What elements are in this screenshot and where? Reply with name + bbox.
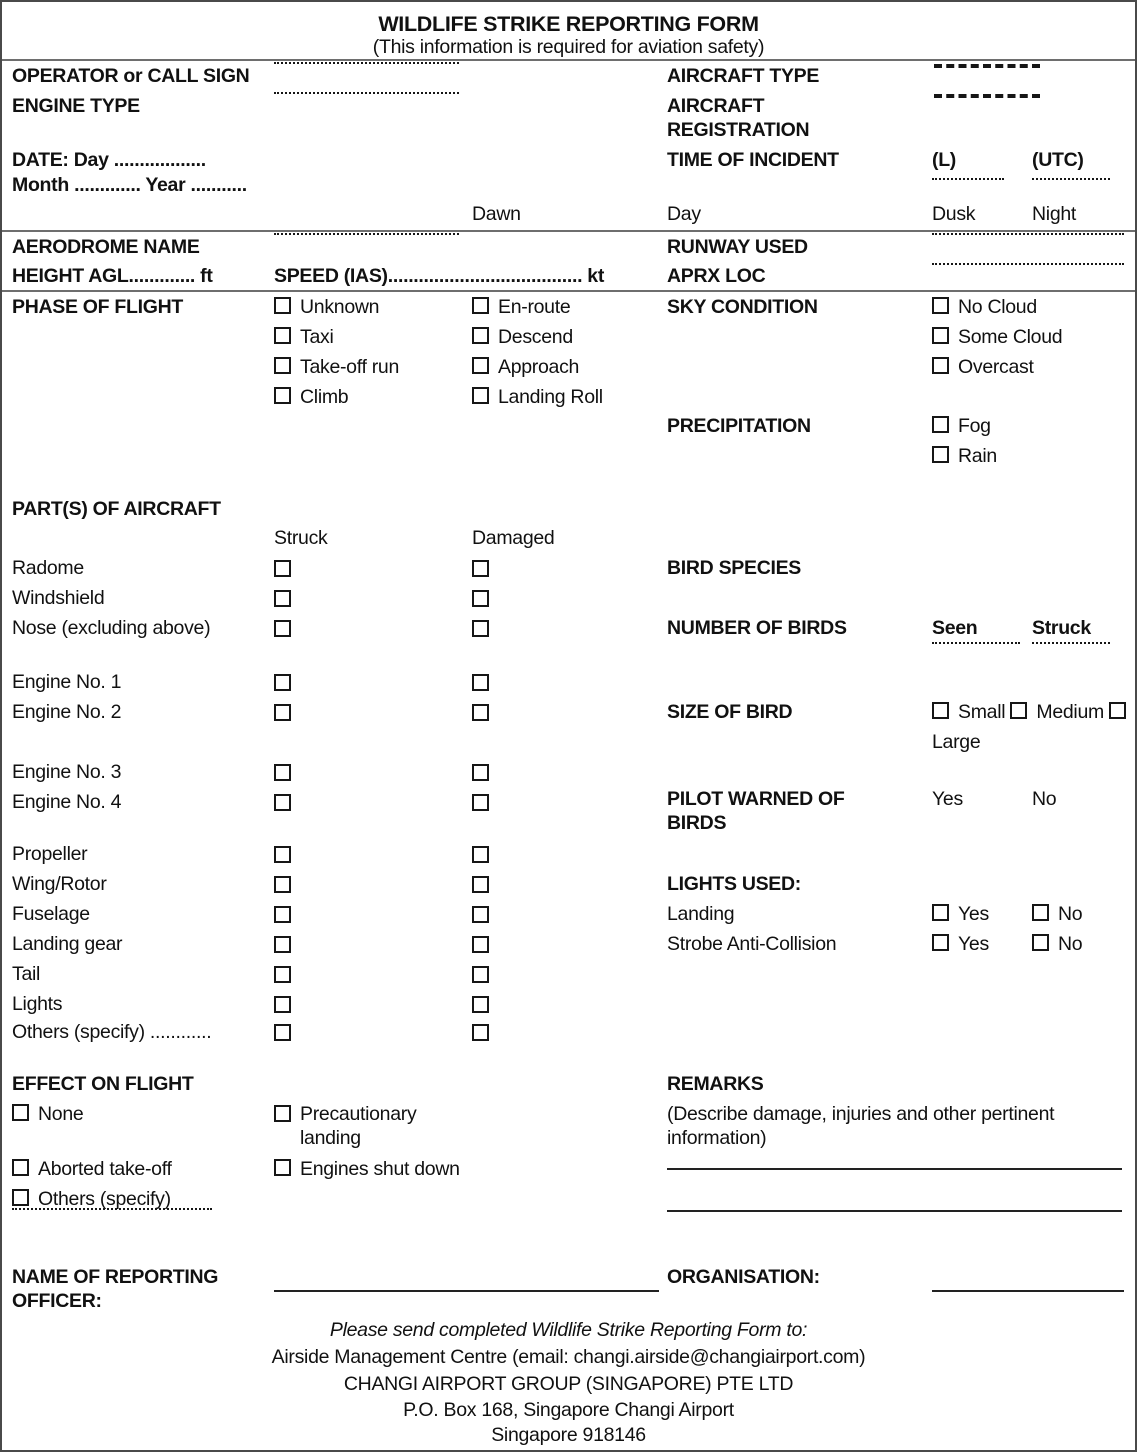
- time-option-day[interactable]: Day: [667, 203, 701, 225]
- option-label: Landing Roll: [498, 386, 603, 408]
- checkbox-landing-no[interactable]: [1032, 902, 1082, 926]
- size-large-label: Large: [932, 731, 981, 753]
- aircraft-type-label: AIRCRAFT TYPE: [667, 65, 820, 87]
- part-row-label-engine-3: Engine No. 3: [12, 761, 122, 783]
- part-row-label-nose: Nose (excluding above): [12, 617, 211, 639]
- checkbox-landing-gear-damaged[interactable]: [472, 936, 489, 953]
- operator-input-line[interactable]: [274, 62, 459, 64]
- divider: [2, 290, 1135, 292]
- checkbox-icon[interactable]: [932, 297, 949, 314]
- checkbox-icon[interactable]: [932, 416, 949, 433]
- checkbox-wing-rotor-struck[interactable]: [274, 876, 291, 893]
- checkbox-radome-struck[interactable]: [274, 560, 291, 577]
- checkbox-option-unknown[interactable]: [274, 295, 379, 319]
- checkbox-option-climb[interactable]: [274, 385, 348, 409]
- lights-used-label: LIGHTS USED:: [667, 873, 801, 895]
- option-label: Climb: [300, 386, 349, 408]
- aircraft-type-input-line[interactable]: [934, 64, 1040, 68]
- option-label: Descend: [498, 326, 573, 348]
- lights-landing-label: Landing: [667, 903, 735, 925]
- time-local-input-line[interactable]: [932, 178, 1004, 180]
- remarks-input-line[interactable]: [667, 1210, 1122, 1212]
- remarks-input-line[interactable]: [667, 1168, 1122, 1170]
- checkbox-lights-damaged[interactable]: [472, 996, 489, 1013]
- option-label: Engines shut down: [300, 1158, 460, 1180]
- form-subtitle: (This information is required for aviation safety): [372, 36, 765, 58]
- pilot-warned-label: PILOT WARNED OF BIRDS: [667, 788, 845, 835]
- option-label: En-route: [498, 296, 571, 318]
- option-label: Unknown: [300, 296, 380, 318]
- aircraft-registration-input-line[interactable]: [934, 94, 1040, 98]
- time-local-label: (L): [932, 149, 956, 171]
- option-label: Aborted take-off: [38, 1158, 172, 1180]
- checkbox-engine-3-damaged[interactable]: [472, 764, 489, 781]
- part-row-label-radome: Radome: [12, 557, 84, 579]
- date-day-label: DATE: Day ..................: [12, 149, 206, 171]
- checkbox-option-landing-roll[interactable]: [472, 385, 603, 409]
- sky-condition-label: SKY CONDITION: [667, 296, 818, 318]
- lights-strobe-label: Strobe Anti-Collision: [667, 933, 837, 955]
- option-label: Others (specify): [38, 1188, 171, 1210]
- option-label: Approach: [498, 356, 580, 378]
- checkbox-option-overcast[interactable]: [932, 355, 1034, 379]
- checkbox-option-fog[interactable]: [932, 414, 991, 438]
- parts-of-aircraft-label: PART(S) OF AIRCRAFT: [12, 498, 221, 520]
- checkbox-size-small[interactable]: [932, 701, 1005, 723]
- checkbox-option-take-off-run[interactable]: [274, 355, 399, 379]
- option-label: Rain: [958, 445, 997, 467]
- checkbox-landing-yes[interactable]: [932, 902, 989, 926]
- damaged-column-header: Damaged: [472, 527, 555, 549]
- checkbox-option-taxi[interactable]: [274, 325, 333, 349]
- option-label: Taxi: [300, 326, 334, 348]
- organisation-input-line[interactable]: [932, 1290, 1124, 1292]
- checkbox-icon[interactable]: [932, 327, 949, 344]
- remarks-label: REMARKS: [667, 1073, 764, 1095]
- checkbox-icon[interactable]: [274, 357, 291, 374]
- effect-on-flight-label: EFFECT ON FLIGHT: [12, 1073, 194, 1095]
- speed-ias-label: SPEED (IAS)...................................... kt: [274, 265, 605, 287]
- checkbox-option-en-route[interactable]: [472, 295, 570, 319]
- part-row-label-wing-rotor: Wing/Rotor: [12, 873, 107, 895]
- option-label: Small: [958, 701, 1006, 723]
- footer-company-name: CHANGI AIRPORT GROUP (SINGAPORE) PTE LTD: [343, 1373, 794, 1395]
- part-row-label-propeller: Propeller: [12, 843, 88, 865]
- time-utc-label: (UTC): [1032, 149, 1084, 171]
- checkbox-icon[interactable]: [12, 1159, 29, 1176]
- pilot-warned-yes[interactable]: Yes: [932, 788, 963, 810]
- aircraft-registration-label: AIRCRAFT REGISTRATION: [667, 95, 810, 142]
- option-label: No Cloud: [958, 296, 1037, 318]
- option-label: Some Cloud: [958, 326, 1063, 348]
- part-row-label-tail: Tail: [12, 963, 41, 985]
- checkbox-icon[interactable]: [274, 297, 291, 314]
- option-label: Fog: [958, 415, 991, 437]
- checkbox-icon[interactable]: [472, 357, 489, 374]
- checkbox-icon[interactable]: [274, 1105, 291, 1122]
- size-of-bird-label: SIZE OF BIRD: [667, 701, 793, 723]
- checkbox-size-medium[interactable]: [1010, 701, 1104, 723]
- checkbox-size-large[interactable]: [1109, 702, 1126, 719]
- checkbox-option-no-cloud[interactable]: [932, 295, 1037, 319]
- checkbox-icon[interactable]: [932, 357, 949, 374]
- option-label: Medium: [1036, 701, 1104, 723]
- footer-postal-code: Singapore 918146: [491, 1424, 646, 1446]
- checkbox-strobe-yes[interactable]: [932, 932, 989, 956]
- checkbox-icon[interactable]: [932, 446, 949, 463]
- checkbox-wing-rotor-damaged[interactable]: [472, 876, 489, 893]
- checkbox-icon[interactable]: [472, 387, 489, 404]
- birds-seen-header: Seen: [932, 617, 978, 639]
- checkbox-others-damaged[interactable]: [472, 1024, 489, 1041]
- time-option-dawn[interactable]: Dawn: [472, 203, 521, 225]
- aprx-loc-input-line[interactable]: [932, 263, 1124, 265]
- option-label: No: [1058, 933, 1083, 955]
- struck-column-header: Struck: [274, 527, 328, 549]
- checkbox-icon[interactable]: [12, 1189, 29, 1206]
- checkbox-propeller-damaged[interactable]: [472, 846, 489, 863]
- checkbox-landing-gear-struck[interactable]: [274, 936, 291, 953]
- part-row-label-lights: Lights: [12, 993, 63, 1015]
- checkbox-icon[interactable]: [472, 297, 489, 314]
- checkbox-others-struck[interactable]: [274, 1024, 291, 1041]
- footer-send-instruction: Please send completed Wildlife Strike Reporting Form to:: [329, 1319, 808, 1341]
- checkbox-icon[interactable]: [12, 1104, 29, 1121]
- checkbox-icon[interactable]: [274, 327, 291, 344]
- remarks-hint: (Describe damage, injuries and other pertinent information): [667, 1103, 1055, 1150]
- height-agl-label: HEIGHT AGL............. ft: [12, 265, 213, 287]
- option-label: Take-off run: [300, 356, 400, 378]
- checkbox-icon[interactable]: [932, 702, 949, 719]
- footer-airside-management: Airside Management Centre (email: changi.airside@changiairport.com): [271, 1346, 866, 1368]
- checkbox-tail-damaged[interactable]: [472, 966, 489, 983]
- checkbox-engine-2-damaged[interactable]: [472, 704, 489, 721]
- checkbox-option-descend[interactable]: [472, 325, 573, 349]
- part-row-label-engine-2: Engine No. 2: [12, 701, 122, 723]
- checkbox-engine-1-damaged[interactable]: [472, 674, 489, 691]
- form-title: WILDLIFE STRIKE REPORTING FORM: [378, 12, 759, 36]
- aerodrome-input-line[interactable]: [274, 233, 459, 235]
- pilot-warned-no[interactable]: No: [1032, 788, 1057, 810]
- time-of-incident-label: TIME OF INCIDENT: [667, 149, 839, 171]
- checkbox-engine-4-struck[interactable]: [274, 794, 291, 811]
- checkbox-effect-engines-shut-down[interactable]: [274, 1157, 460, 1181]
- birds-struck-header: Struck: [1032, 617, 1091, 639]
- birds-struck-input-line[interactable]: [1032, 642, 1110, 644]
- footer-po-box: P.O. Box 168, Singapore Changi Airport: [403, 1399, 734, 1421]
- checkbox-option-approach[interactable]: [472, 355, 579, 379]
- part-row-label-landing-gear: Landing gear: [12, 933, 123, 955]
- checkbox-icon[interactable]: [1032, 904, 1049, 921]
- checkbox-icon[interactable]: [932, 904, 949, 921]
- divider: [2, 230, 1135, 232]
- checkbox-windshield-struck[interactable]: [274, 590, 291, 607]
- checkbox-icon[interactable]: [932, 934, 949, 951]
- checkbox-nose-damaged[interactable]: [472, 620, 489, 637]
- birds-seen-input-line[interactable]: [932, 642, 1020, 644]
- part-row-label-fuselage: Fuselage: [12, 903, 90, 925]
- part-row-label-engine-1: Engine No. 1: [12, 671, 122, 693]
- time-option-dusk[interactable]: Dusk: [932, 203, 976, 225]
- aprx-loc-label: APRX LOC: [667, 265, 766, 287]
- checkbox-engine-4-damaged[interactable]: [472, 794, 489, 811]
- checkbox-propeller-struck[interactable]: [274, 846, 291, 863]
- checkbox-fuselage-damaged[interactable]: [472, 906, 489, 923]
- checkbox-option-some-cloud[interactable]: [932, 325, 1062, 349]
- aerodrome-label: AERODROME NAME: [12, 236, 200, 258]
- precipitation-label: PRECIPITATION: [667, 415, 811, 437]
- checkbox-effect-none[interactable]: [12, 1102, 83, 1126]
- checkbox-windshield-damaged[interactable]: [472, 590, 489, 607]
- checkbox-tail-struck[interactable]: [274, 966, 291, 983]
- checkbox-icon[interactable]: [1032, 934, 1049, 951]
- engine-type-input-line[interactable]: [274, 92, 459, 94]
- checkbox-icon[interactable]: [274, 1159, 291, 1176]
- operator-label: OPERATOR or CALL SIGN: [12, 65, 250, 87]
- size-of-bird-options: [932, 700, 1126, 724]
- checkbox-effect-aborted-take-off[interactable]: [12, 1157, 172, 1181]
- checkbox-engine-3-struck[interactable]: [274, 764, 291, 781]
- checkbox-fuselage-struck[interactable]: [274, 906, 291, 923]
- option-label: Yes: [958, 933, 989, 955]
- checkbox-effect-precautionary[interactable]: [274, 1102, 439, 1151]
- checkbox-strobe-no[interactable]: [1032, 932, 1082, 956]
- time-option-night[interactable]: Night: [1032, 203, 1077, 225]
- checkbox-nose-struck[interactable]: [274, 620, 291, 637]
- time-utc-input-line[interactable]: [1032, 178, 1110, 180]
- option-label: None: [38, 1103, 84, 1125]
- divider: [2, 59, 1135, 61]
- bird-species-label: BIRD SPECIES: [667, 557, 802, 579]
- checkbox-engine-2-struck[interactable]: [274, 704, 291, 721]
- part-row-label-windshield: Windshield: [12, 587, 105, 609]
- phase-of-flight-label: PHASE OF FLIGHT: [12, 296, 184, 318]
- option-label: Precautionary landing: [300, 1103, 417, 1150]
- runway-used-input-line[interactable]: [932, 233, 1124, 235]
- part-row-label-others: Others (specify) ............: [12, 1021, 212, 1043]
- reporting-officer-input-line[interactable]: [274, 1290, 659, 1292]
- checkbox-icon[interactable]: [472, 327, 489, 344]
- checkbox-engine-1-struck[interactable]: [274, 674, 291, 691]
- option-label: No: [1058, 903, 1083, 925]
- date-month-year-label: Month ............. Year ...........: [12, 174, 247, 196]
- option-label: Overcast: [958, 356, 1034, 378]
- checkbox-icon[interactable]: [1010, 702, 1027, 719]
- engine-type-label: ENGINE TYPE: [12, 95, 140, 117]
- effect-others-input-line[interactable]: [12, 1208, 212, 1210]
- part-row-label-engine-4: Engine No. 4: [12, 791, 122, 813]
- organisation-label: ORGANISATION:: [667, 1266, 820, 1288]
- option-label: Yes: [958, 903, 989, 925]
- checkbox-radome-damaged[interactable]: [472, 560, 489, 577]
- reporting-officer-label: NAME OF REPORTING OFFICER:: [12, 1266, 219, 1313]
- checkbox-icon[interactable]: [274, 387, 291, 404]
- runway-used-label: RUNWAY USED: [667, 236, 808, 258]
- number-of-birds-label: NUMBER OF BIRDS: [667, 617, 847, 639]
- checkbox-lights-struck[interactable]: [274, 996, 291, 1013]
- checkbox-option-rain[interactable]: [932, 444, 997, 468]
